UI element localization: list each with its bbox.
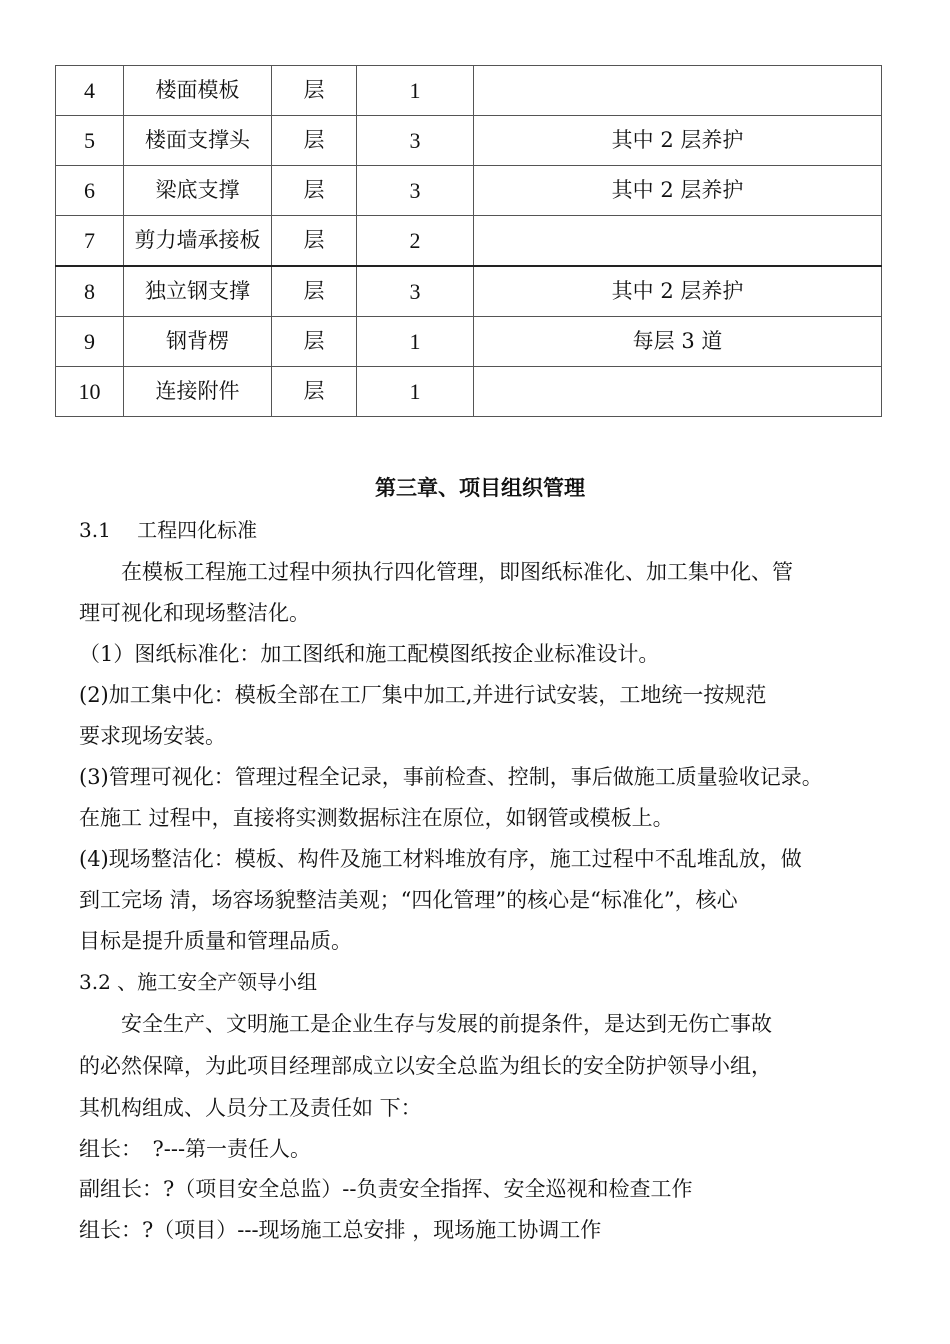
- paragraph-line: 到工完场 清，场容场貌整洁美观；“四化管理”的核心是“标准化”，核心: [79, 888, 738, 912]
- paragraph-line: 组长：?（项目）---现场施工总安排 ，现场施工协调工作: [79, 1218, 602, 1242]
- paragraph-line: (4)现场整洁化：模板、构件及施工材料堆放有序，施工过程中不乱堆乱放，做: [79, 847, 802, 871]
- table-row: [56, 317, 882, 367]
- paragraph-line: 其机构组成、人员分工及责任如 下：: [79, 1096, 422, 1120]
- row-number: 9: [56, 317, 124, 367]
- paragraph-line: (2)加工集中化：模板全部在工厂集中加工,并进行试安装，工地统一按规范: [79, 683, 767, 707]
- paragraph-line: 在模板工程施工过程中须执行四化管理，即图纸标准化、加工集中化、管: [79, 560, 793, 584]
- row-number: 4: [56, 66, 124, 116]
- note: 其中 2 层养护: [474, 266, 882, 317]
- quantity: 3: [357, 116, 474, 166]
- paragraph-line: 要求现场安装。: [79, 724, 226, 748]
- quantity: 3: [357, 266, 474, 317]
- row-number: 7: [56, 216, 124, 267]
- row-number: 10: [56, 367, 124, 417]
- note: 其中 2 层养护: [474, 116, 882, 166]
- unit: 层: [272, 317, 357, 367]
- paragraph-line: 理可视化和现场整洁化。: [79, 601, 310, 625]
- item-name: 剪力墙承接板: [124, 216, 272, 267]
- paragraph-line: 副组长：?（项目安全总监）--负责安全指挥、安全巡视和检查工作: [79, 1177, 693, 1201]
- item-name: 独立钢支撑: [124, 266, 272, 317]
- paragraph-line: 组长： ?---第一责任人。: [79, 1137, 312, 1161]
- table-row: [56, 116, 882, 166]
- item-name: 梁底支撑: [124, 166, 272, 216]
- chapter-title: 第三章、项目组织管理: [375, 475, 585, 500]
- table-row: [56, 66, 882, 116]
- unit: 层: [272, 367, 357, 417]
- unit: 层: [272, 116, 357, 166]
- item-name: 楼面支撑头: [124, 116, 272, 166]
- item-name: 连接附件: [124, 367, 272, 417]
- paragraph-line: 安全生产、文明施工是企业生存与发展的前提条件，是达到无伤亡事故: [79, 1012, 772, 1036]
- paragraph-line: 在施工 过程中，直接将实测数据标注在原位，如钢管或模板上。: [79, 806, 674, 830]
- table-row: [56, 216, 882, 267]
- row-number: 8: [56, 266, 124, 317]
- quantity: 1: [357, 367, 474, 417]
- section-heading-3-1: 3.1 工程四化标准: [79, 518, 258, 542]
- unit: 层: [272, 216, 357, 267]
- paragraph-line: （1）图纸标准化：加工图纸和施工配模图纸按企业标准设计。: [79, 642, 660, 666]
- note: [474, 367, 882, 417]
- unit: 层: [272, 266, 357, 317]
- note: 其中 2 层养护: [474, 166, 882, 216]
- section-heading-3-2: 3.2 、施工安全产领导小组: [79, 970, 318, 994]
- unit: 层: [272, 166, 357, 216]
- quantity: 3: [357, 166, 474, 216]
- item-name: 楼面模板: [124, 66, 272, 116]
- materials-table: [55, 65, 882, 417]
- paragraph-line: (3)管理可视化：管理过程全记录，事前检查、控制，事后做施工质量验收记录。: [79, 765, 823, 789]
- quantity: 1: [357, 66, 474, 116]
- unit: 层: [272, 66, 357, 116]
- row-number: 6: [56, 166, 124, 216]
- paragraph-line: 的必然保障，为此项目经理部成立以安全总监为组长的安全防护领导小组，: [79, 1054, 772, 1078]
- quantity: 1: [357, 317, 474, 367]
- note: [474, 216, 882, 267]
- row-number: 5: [56, 116, 124, 166]
- table-row: [56, 367, 882, 417]
- note: 每层 3 道: [474, 317, 882, 367]
- paragraph-line: 目标是提升质量和管理品质。: [79, 929, 352, 953]
- item-name: 钢背楞: [124, 317, 272, 367]
- quantity: 2: [357, 216, 474, 267]
- table-row: [56, 266, 882, 317]
- note: [474, 66, 882, 116]
- table-row: [56, 166, 882, 216]
